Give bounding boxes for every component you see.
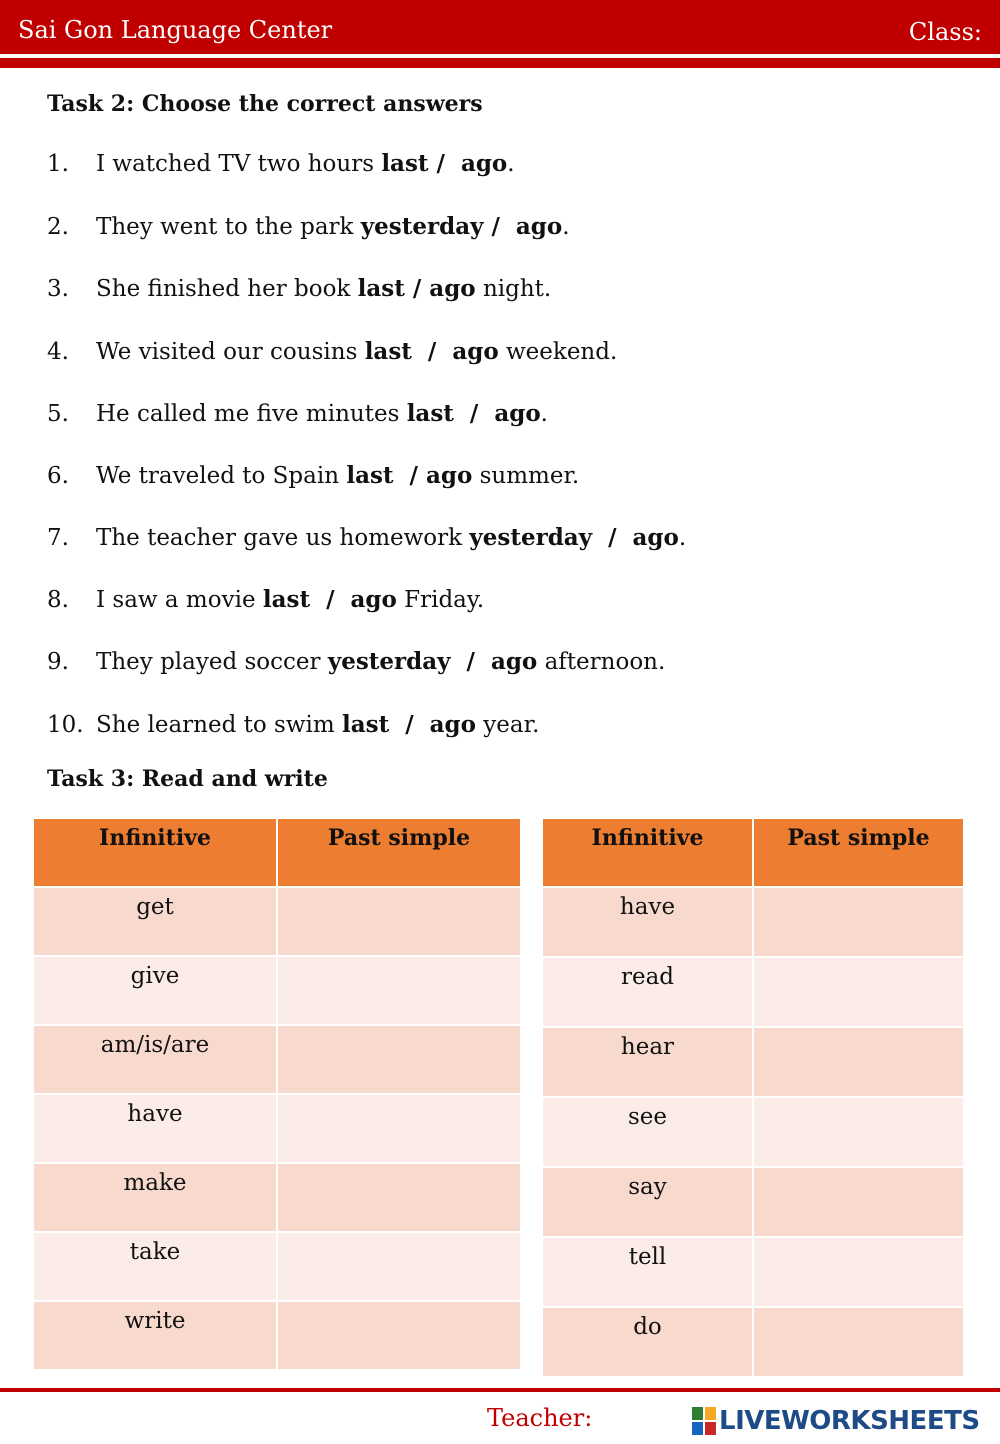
table-row xyxy=(543,1028,963,1096)
liveworksheets-icon xyxy=(692,1407,716,1435)
question-text-end: weekend. xyxy=(498,339,618,365)
question-number: 9. xyxy=(47,649,69,675)
past-simple-answer-cell[interactable] xyxy=(754,1028,963,1096)
question-text-end: afternoon. xyxy=(537,649,666,675)
question-number: 3. xyxy=(47,276,69,302)
question-number: 6. xyxy=(47,463,69,489)
infinitive-cell: give xyxy=(34,957,276,1024)
question-text-end: . xyxy=(540,401,548,427)
table-row xyxy=(543,1168,963,1236)
question-number: 2. xyxy=(47,214,69,240)
verb-table-right xyxy=(541,817,965,1378)
question-item xyxy=(47,213,570,240)
infinitive-cell: take xyxy=(34,1233,276,1300)
answer-options[interactable]: yesterday / ago xyxy=(360,213,563,240)
question-text: The teacher gave us homework xyxy=(96,525,470,551)
column-header-infinitive: Infinitive xyxy=(543,819,752,886)
table-row xyxy=(543,1238,963,1306)
question-item xyxy=(47,275,551,302)
infinitive-cell: am/is/are xyxy=(34,1026,276,1093)
past-simple-answer-cell[interactable] xyxy=(754,1168,963,1236)
past-simple-answer-cell[interactable] xyxy=(754,958,963,1026)
footer-divider xyxy=(0,1388,1000,1392)
question-item xyxy=(47,648,665,675)
verb-table-left xyxy=(32,817,522,1371)
question-text-end: . xyxy=(562,214,570,240)
question-text-end: . xyxy=(507,151,515,177)
past-simple-answer-cell[interactable] xyxy=(278,1302,520,1369)
infinitive-cell: get xyxy=(34,888,276,955)
task2-title: Task 2: Choose the correct answers xyxy=(47,91,483,117)
question-text-end: Friday. xyxy=(396,587,485,613)
table-row xyxy=(34,1164,520,1231)
question-text: She finished her book xyxy=(96,276,358,302)
question-text: They played soccer xyxy=(96,649,328,675)
answer-options[interactable]: last / ago xyxy=(357,275,476,302)
question-item xyxy=(47,711,539,738)
past-simple-answer-cell[interactable] xyxy=(754,888,963,956)
past-simple-answer-cell[interactable] xyxy=(754,1308,963,1376)
question-number: 1. xyxy=(47,151,69,177)
infinitive-cell: have xyxy=(543,888,752,956)
infinitive-cell: tell xyxy=(543,1238,752,1306)
table-row xyxy=(34,1026,520,1093)
question-number: 8. xyxy=(47,587,69,613)
column-header-past-simple: Past simple xyxy=(754,819,963,886)
question-text: He called me five minutes xyxy=(96,401,407,427)
question-item xyxy=(47,524,686,551)
question-text-end: . xyxy=(678,525,687,551)
past-simple-answer-cell[interactable] xyxy=(278,1233,520,1300)
question-text: I watched TV two hours xyxy=(96,151,382,177)
table-row xyxy=(34,957,520,1024)
table-row xyxy=(543,888,963,956)
infinitive-cell: make xyxy=(34,1164,276,1231)
past-simple-answer-cell[interactable] xyxy=(278,1164,520,1231)
question-number: 10. xyxy=(47,712,84,738)
liveworksheets-logo xyxy=(692,1406,980,1436)
answer-options[interactable]: last / ago xyxy=(381,150,508,177)
past-simple-answer-cell[interactable] xyxy=(754,1098,963,1166)
answer-options[interactable]: yesterday / ago xyxy=(327,648,538,675)
header-divider xyxy=(0,58,1000,68)
column-header-past-simple: Past simple xyxy=(278,819,520,886)
question-text: We traveled to Spain xyxy=(96,463,347,489)
question-item xyxy=(47,462,579,489)
past-simple-answer-cell[interactable] xyxy=(754,1238,963,1306)
task3-title: Task 3: Read and write xyxy=(47,766,328,792)
answer-options[interactable]: last / ago xyxy=(346,462,473,489)
question-text: She learned to swim xyxy=(96,712,342,738)
question-number: 4. xyxy=(47,339,69,365)
question-text-end: summer. xyxy=(472,463,580,489)
table-row xyxy=(543,1098,963,1166)
infinitive-cell: hear xyxy=(543,1028,752,1096)
answer-options[interactable]: last / ago xyxy=(342,711,476,738)
question-text: I saw a movie xyxy=(96,587,263,613)
table-row xyxy=(543,1308,963,1376)
past-simple-answer-cell[interactable] xyxy=(278,957,520,1024)
question-text-end: night. xyxy=(475,276,552,302)
table-row xyxy=(34,1233,520,1300)
infinitive-cell: do xyxy=(543,1308,752,1376)
infinitive-cell: read xyxy=(543,958,752,1026)
question-number: 7. xyxy=(47,525,69,551)
class-label: Class: xyxy=(908,18,982,46)
answer-options[interactable]: last / ago xyxy=(406,400,541,427)
table-row xyxy=(34,1302,520,1369)
question-text-end: year. xyxy=(475,712,540,738)
question-item xyxy=(47,150,515,177)
infinitive-cell: have xyxy=(34,1095,276,1162)
center-name: Sai Gon Language Center xyxy=(18,16,333,44)
question-item xyxy=(47,586,484,613)
table-row xyxy=(34,888,520,955)
question-number: 5. xyxy=(47,401,69,427)
column-header-infinitive: Infinitive xyxy=(34,819,276,886)
past-simple-answer-cell[interactable] xyxy=(278,1026,520,1093)
question-item xyxy=(47,338,617,365)
header-bar xyxy=(0,0,1000,54)
question-text: They went to the park xyxy=(96,214,361,240)
answer-options[interactable]: yesterday / ago xyxy=(469,524,679,551)
past-simple-answer-cell[interactable] xyxy=(278,888,520,955)
answer-options[interactable]: last / ago xyxy=(364,338,499,365)
infinitive-cell: see xyxy=(543,1098,752,1166)
teacher-label: Teacher: xyxy=(487,1404,593,1432)
past-simple-answer-cell[interactable] xyxy=(278,1095,520,1162)
question-text: We visited our cousins xyxy=(96,339,365,365)
logo-text: LIVEWORKSHEETS xyxy=(719,1406,980,1436)
infinitive-cell: say xyxy=(543,1168,752,1236)
infinitive-cell: write xyxy=(34,1302,276,1369)
answer-options[interactable]: last / ago xyxy=(262,586,397,613)
table-row xyxy=(34,1095,520,1162)
table-row xyxy=(543,958,963,1026)
question-item xyxy=(47,400,548,427)
